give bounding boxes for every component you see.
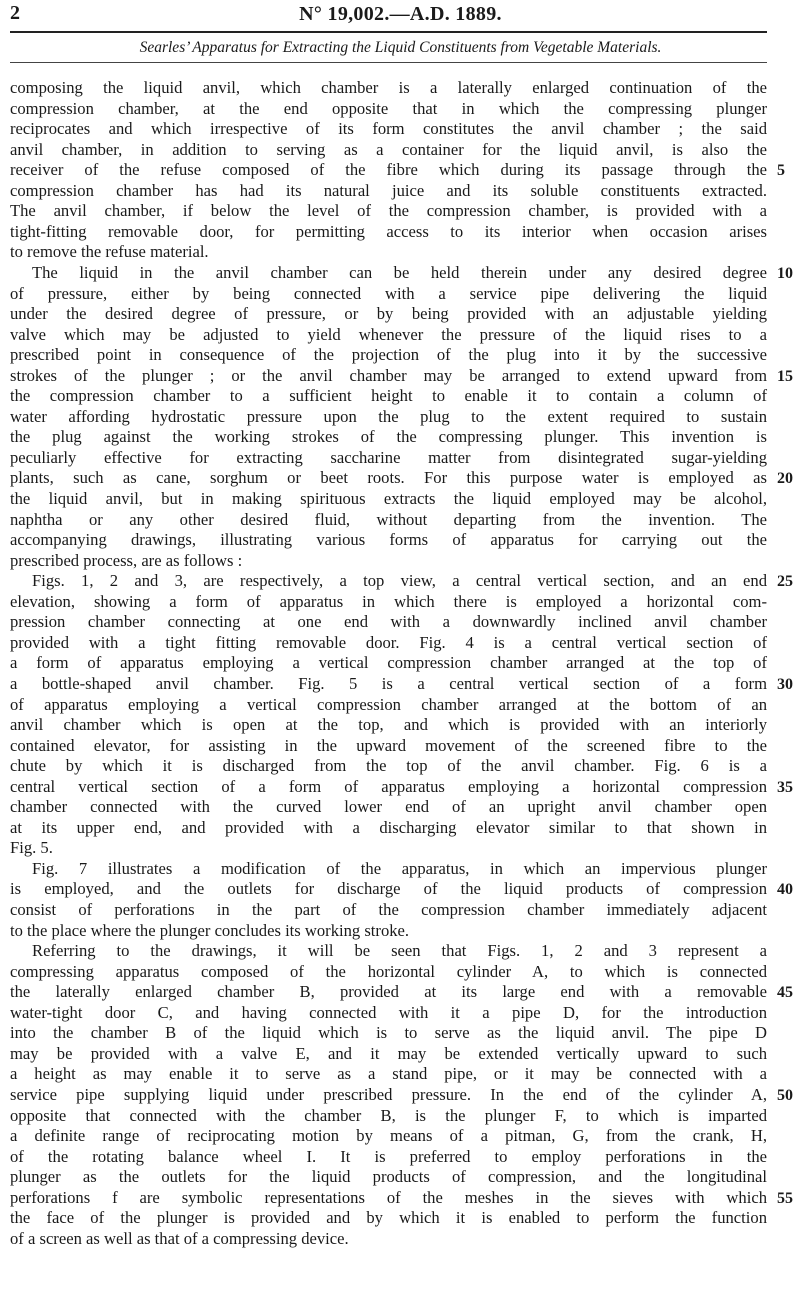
text-line: the compression chamber to a sufficient height to enable it to contain a column of <box>10 386 767 406</box>
text-line: anvil chamber, in addition to serving as a container for the liquid anvil, is also the <box>10 139 767 159</box>
text-line: a form of apparatus employing a vertical compression chamber arranged at the top of <box>10 653 767 673</box>
text-line: the plug against the working strokes of the compressing plunger. This invention is <box>10 427 767 447</box>
text-line: a definite range of reciprocating motion by means of a pitman, G, from the crank, H, <box>10 1126 767 1146</box>
text-line: water-tight door C, and having connected with it a pipe D, for the introduction <box>10 1002 767 1022</box>
header-rule <box>10 31 767 33</box>
text-line: under the desired degree of pressure, or by being provided with an adjustable yielding <box>10 304 767 324</box>
text-line: to the place where the plunger concludes its working stroke. <box>10 920 410 940</box>
text-line: The anvil chamber, if below the level of the compression chamber, is provided with a <box>10 201 767 221</box>
text-line: reciprocates and which irrespective of its form constitutes the anvil chamber ; the said <box>10 119 767 139</box>
text-line: the liquid anvil, but in making spirituous extracts the liquid employed may be alcohol, <box>10 489 767 508</box>
margin-line-number: 30 <box>777 675 793 693</box>
margin-line-number: 35 <box>777 778 793 796</box>
text-line: pression chamber connecting at one end with a downwardly inclined anvil chamber <box>10 612 767 632</box>
text-line: prescribed process, are as follows : <box>10 550 243 570</box>
text-line: of the rotating balance wheel I. It is preferred to employ perforations in the <box>10 1146 767 1166</box>
margin-line-number: 50 <box>777 1086 793 1104</box>
text-line: elevation, showing a form of apparatus in which there is employed a horizontal com- <box>10 591 767 611</box>
text-line: compression chamber, at the end opposite that in which the compressing plunger <box>10 98 767 118</box>
margin-line-number: 5 <box>777 162 785 180</box>
text-line: of pressure, either by being connected with a service pipe delivering the liquid <box>10 283 767 303</box>
text-line: Fig. 5. <box>10 838 53 858</box>
text-line: consist of perforations in the part of the compression chamber immediately adjacent <box>10 900 767 919</box>
margin-line-number: 10 <box>777 264 793 282</box>
text-line: strokes of the plunger ; or the anvil chamber may be arranged to extend upward from <box>10 365 767 385</box>
text-line: perforations f are symbolic representations of the meshes in the sieves with which <box>10 1187 767 1207</box>
text-line: Referring to the drawings, it will be seen that Figs. 1, 2 and 3 represent a <box>32 941 767 961</box>
running-head-rule <box>10 62 767 63</box>
text-line: Fig. 7 illustrates a modification of the apparatus, in which an impervious plunger <box>32 858 767 878</box>
text-line: plants, such as cane, sorghum or beet roots. For this purpose water is employed as <box>10 468 767 488</box>
margin-line-number: 20 <box>777 470 793 488</box>
text-line: of apparatus employing a vertical compression chamber arranged at the bottom of an <box>10 694 767 714</box>
text-line: the face of the plunger is provided and by which it is enabled to perform the function <box>10 1208 767 1228</box>
margin-line-number: 25 <box>777 573 793 591</box>
margin-line-number: 45 <box>777 984 793 1002</box>
text-line: a bottle-shaped anvil chamber. Fig. 5 is a central vertical section of a form <box>10 673 767 693</box>
margin-line-number: 40 <box>777 881 793 899</box>
text-line: provided with a tight fitting removable door. Fig. 4 is a central vertical section of <box>10 632 767 652</box>
margin-line-number: 15 <box>777 367 793 385</box>
text-line: of a screen as well as that of a compressing device. <box>10 1228 349 1248</box>
text-line: a height as may enable it to serve as a stand pipe, or it may be connected with a <box>10 1064 767 1084</box>
patent-title: N° 19,002.—A.D. 1889. <box>299 3 502 25</box>
text-line: The liquid in the anvil chamber can be held therein under any desired degree <box>32 262 767 282</box>
margin-line-number: 55 <box>777 1189 793 1207</box>
text-line: receiver of the refuse composed of the fibre which during its passage through the <box>10 160 767 180</box>
text-line: valve which may be adjusted to yield whenever the pressure of the liquid rises to a <box>10 324 767 344</box>
text-line: prescribed point in consequence of the projection of the plug into it by the successive <box>10 345 767 365</box>
text-line: Figs. 1, 2 and 3, are respectively, a top view, a central vertical section, and an end <box>32 571 767 591</box>
text-line: at its upper end, and provided with a discharging elevator similar to that shown in <box>10 817 767 837</box>
text-line: accompanying drawings, illustrating various forms of apparatus for carrying out the <box>10 530 767 550</box>
text-line: service pipe supplying liquid under prescribed pressure. In the end of the cylinder A, <box>10 1084 767 1104</box>
text-line: water affording hydrostatic pressure upon the plug to the extent required to sustain <box>10 406 767 426</box>
text-line: contained elevator, for assisting in the upward movement of the screened fibre to the <box>10 735 767 755</box>
running-head: Searles’ Apparatus for Extracting the Liquid Constituents from Vegetable Materials. <box>139 39 662 56</box>
text-line: the laterally enlarged chamber B, provided at its large end with a removable <box>10 982 767 1002</box>
text-line: compression chamber has had its natural juice and its soluble constituents extracted. <box>10 180 767 200</box>
text-line: tight-fitting removable door, for permitting access to its interior when occasion arises <box>10 221 767 241</box>
text-line: chute by which it is discharged from the top of the anvil chamber. Fig. 6 is a <box>10 756 767 776</box>
text-line: anvil chamber which is open at the top, and which is provided with an interiorly <box>10 715 767 735</box>
text-line: central vertical section of a form of apparatus employing a horizontal compression <box>10 776 767 796</box>
text-line: plunger as the outlets for the liquid products of compression, and the longitudinal <box>10 1167 767 1187</box>
text-line: naphtha or any other desired fluid, without departing from the invention. The <box>10 509 767 529</box>
text-line: opposite that connected with the chamber B, is the plunger F, to which is imparted <box>10 1105 767 1125</box>
text-line: chamber connected with the curved lower end of an upright anvil chamber open <box>10 797 767 817</box>
text-line: may be provided with a valve E, and it may be extended vertically upward to such <box>10 1043 767 1063</box>
text-line: composing the liquid anvil, which chamber is a laterally enlarged continuation of the <box>10 78 767 97</box>
text-line: compressing apparatus composed of the horizontal cylinder A, to which is connected <box>10 961 767 981</box>
text-line: to remove the refuse material. <box>10 242 209 262</box>
text-line: peculiarly effective for extracting saccharine matter from disintegrated sugar-yielding <box>10 447 767 467</box>
text-line: into the chamber B of the liquid which is to serve as the liquid anvil. The pipe D <box>10 1023 767 1043</box>
page-number: 2 <box>10 2 20 24</box>
text-line: is employed, and the outlets for discharge of the liquid products of compression <box>10 879 767 899</box>
